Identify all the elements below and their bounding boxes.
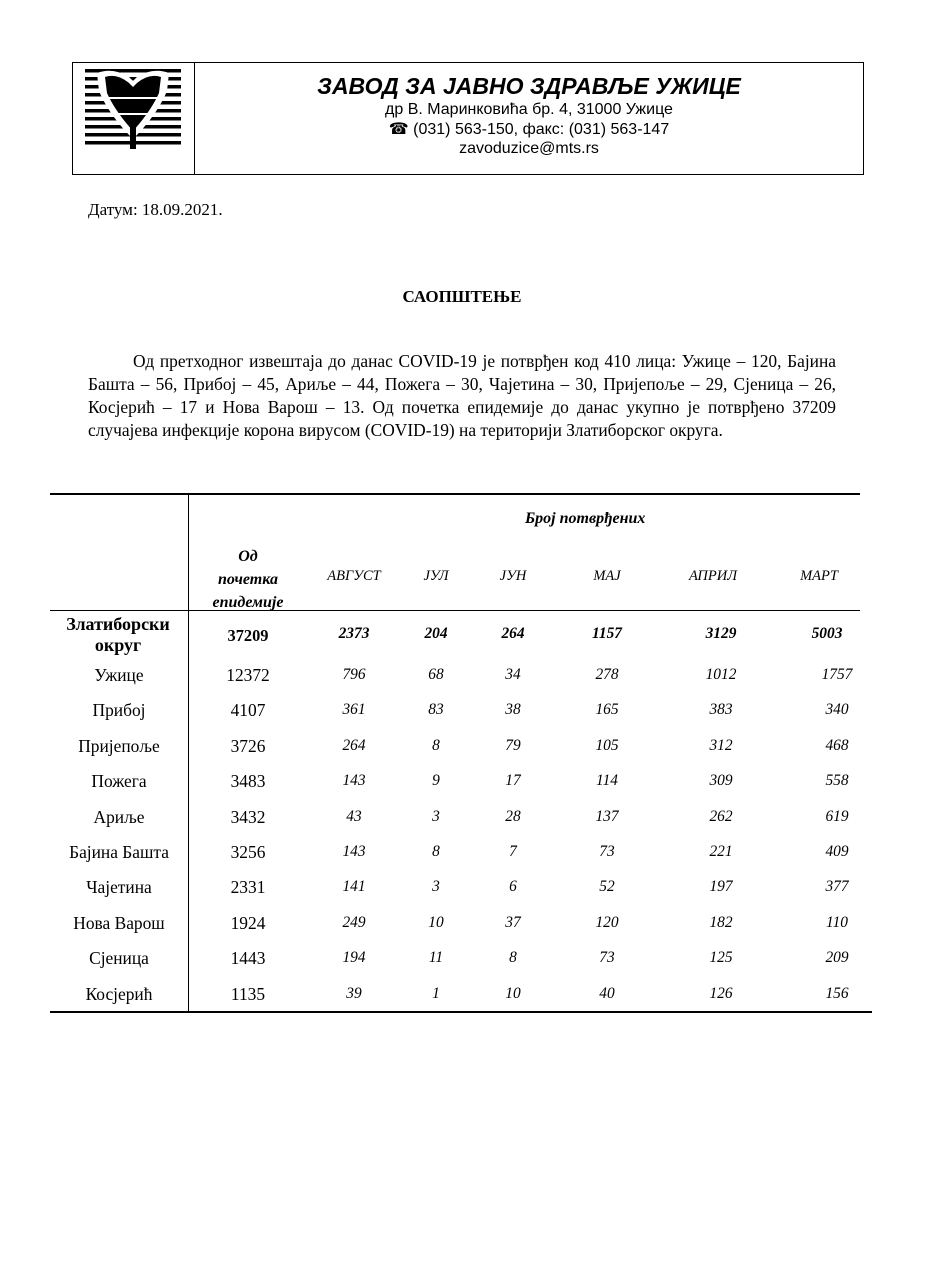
row-month-value: 156 [825,984,849,1002]
since-start-header-line: Од [238,548,258,565]
letterhead-text [195,63,863,174]
table-top-rule [50,493,860,495]
row-month-value: 182 [709,913,733,931]
row-month-value: 83 [428,701,444,719]
row-since-start: 1924 [230,912,266,933]
row-month-value: 40 [599,984,615,1002]
row-month-value: 34 [505,666,521,683]
since-start-header-line: почетка [218,571,278,588]
row-month-value: 73 [599,843,615,860]
row-month-value: 105 [595,736,619,754]
total-month-value: 204 [424,625,448,642]
row-name: Косјерић [85,983,153,1004]
row-month-value: 141 [342,878,366,896]
row-month-value: 10 [428,913,444,931]
row-name: Нова Варош [73,912,165,933]
row-since-start: 3256 [230,842,266,862]
row-month-value: 125 [709,949,733,967]
row-month-value: 1012 [705,666,737,683]
row-month-value: 11 [428,949,444,967]
table-bottom-rule [50,1011,872,1013]
month-header: АВГУСТ [327,568,381,584]
row-since-start: 3432 [230,806,266,827]
row-month-value: 278 [595,666,619,683]
row-month-value: 197 [709,878,733,896]
row-month-value: 8 [432,736,440,754]
row-month-value: 209 [825,949,849,967]
total-month-value: 2373 [338,625,370,642]
row-month-value: 38 [505,701,521,719]
group-header: Број потврђених [525,510,646,527]
row-name: Ариље [93,806,145,827]
row-name: Ужице [94,665,144,685]
total-row-name-line: Златиборски [66,614,170,634]
month-header: ЈУЛ [423,568,449,584]
row-name: Бајина Башта [69,842,169,862]
row-month-value: 619 [825,807,849,825]
since-start-header-line: епидемије [212,594,284,611]
row-month-value: 377 [825,878,849,896]
total-row-name-line: округ [94,635,142,655]
row-month-value: 137 [595,807,619,825]
announcement-paragraph: Од претходног извештаја до данас COVID-19 је потврђен код 410 лица: Ужице – 120, Бајина Башта – 56, Прибој – 45, Ариље – 44, Пожега – 30, Чајетина – 30, Пријепоље – 29, Сјеница – 26, Косјерић – 17 и Нова Варош – 13. Од почетка епидемије до данас укупно је потврђено 37209 случајева инфекције корона вирусом (COVID-19) на територији Златиборског округа. [88,351,836,440]
row-since-start: 2331 [230,877,266,898]
row-month-value: 468 [825,736,849,754]
letterhead [72,62,864,175]
row-name: Пожега [91,771,147,792]
row-month-value: 8 [509,949,517,967]
row-month-value: 37 [505,913,521,931]
row-since-start: 4107 [230,700,266,721]
row-month-value: 17 [505,772,521,790]
row-month-value: 249 [342,913,366,931]
row-month-value: 43 [346,807,362,825]
total-row-name [50,614,186,656]
row-since-start: 1135 [230,983,266,1004]
row-month-value: 312 [709,736,733,754]
row-month-value: 8 [432,843,440,860]
institute-logo-icon [83,67,183,151]
row-month-value: 10 [505,984,521,1002]
cases-table [50,493,872,1013]
row-month-value: 52 [599,878,615,896]
row-name: Чајетина [86,877,152,898]
row-month-value: 120 [595,913,619,931]
row-month-value: 143 [342,843,366,860]
table-header-rule [50,610,860,611]
row-month-value: 68 [428,666,444,683]
row-name: Сјеница [89,948,149,969]
row-month-value: 6 [509,878,517,896]
row-month-value: 262 [709,807,733,825]
row-month-value: 9 [432,772,440,790]
row-month-value: 361 [342,701,366,719]
row-since-start: 3726 [230,735,266,756]
row-month-value: 143 [342,772,366,790]
row-month-value: 309 [709,772,733,790]
row-month-value: 264 [342,736,366,754]
row-month-value: 221 [709,843,733,860]
row-month-value: 73 [599,949,615,967]
total-month-value: 1157 [592,625,622,642]
month-header: АПРИЛ [688,568,738,584]
row-month-value: 194 [342,949,366,967]
row-month-value: 383 [709,701,733,719]
row-month-value: 340 [825,701,849,719]
row-since-start: 3483 [230,771,266,792]
row-month-value: 126 [709,984,733,1002]
row-month-value: 409 [825,843,849,860]
row-since-start: 1443 [230,948,266,969]
document-title: САОПШТЕЊЕ [402,287,522,306]
total-month-value: 264 [501,625,525,642]
row-month-value: 7 [509,843,517,860]
row-name: Прибој [92,700,146,721]
row-since-start: 12372 [226,665,270,685]
row-month-value: 1 [432,984,440,1002]
row-month-value: 79 [505,736,521,754]
logo-cell [73,63,195,174]
row-month-value: 28 [505,807,521,825]
organization-name: ЗАВОД ЗА ЈАВНО ЗДРАВЉЕ УЖИЦЕ [317,73,741,99]
row-name: Пријепоље [78,735,160,756]
row-month-value: 3 [432,878,440,896]
row-month-value: 114 [596,772,618,790]
row-month-value: 3 [432,807,440,825]
since-start-header [198,545,298,614]
month-header: МАЈ [593,568,621,584]
row-month-value: 110 [826,913,848,931]
row-month-value: 165 [595,701,619,719]
organization-email: zavoduzice@mts.rs [459,140,599,157]
organization-phone: ☎ (031) 563-150, факс: (031) 563-147 [388,121,670,138]
row-month-value: 796 [342,666,366,683]
row-month-value: 1757 [821,666,853,683]
document-date: Датум: 18.09.2021. [88,200,223,219]
total-month-value: 5003 [811,625,843,642]
row-month-value: 558 [825,772,849,790]
month-header: МАРТ [800,568,838,584]
row-month-value: 39 [346,984,362,1002]
table-column-divider [188,493,189,1013]
month-header: ЈУН [499,568,527,584]
total-month-value: 3129 [705,625,737,642]
organization-address: др В. Маринковића бр. 4, 31000 Ужице [385,101,673,118]
total-since-start: 37209 [227,626,269,645]
